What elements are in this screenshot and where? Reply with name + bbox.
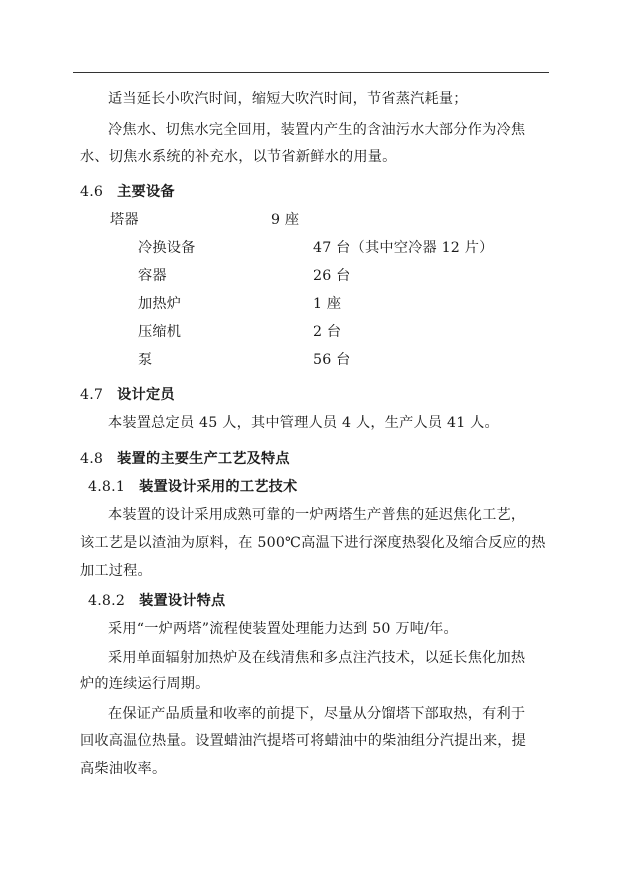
header-rule	[73, 72, 549, 73]
equipment-name-furnace: 加热炉	[138, 296, 182, 312]
intro-line-3: 水、切焦水系统的补充水，以节省新鲜水的用量。	[80, 149, 397, 165]
equipment-name-heat-exchangers: 冷换设备	[138, 240, 196, 256]
section-title: 装置设计特点	[139, 593, 226, 609]
feature-paragraph-1: 采用“一炉两塔”流程使装置处理能力达到 50 万吨/年。	[108, 621, 458, 637]
process-text-line-1: 本装置的设计采用成熟可靠的一炉两塔生产普焦的延迟焦化工艺，	[108, 507, 526, 523]
equipment-name-pumps: 泵	[138, 352, 153, 368]
section-number: 4.8.1	[88, 479, 126, 495]
process-text-line-2: 该工艺是以渣油为原料，在 500℃高温下进行深度热裂化及缩合反应的热	[80, 535, 546, 551]
staffing-text: 本装置总定员 45 人，其中管理人员 4 人，生产人员 41 人。	[108, 415, 499, 431]
section-4-8-heading	[80, 449, 290, 469]
section-title: 装置设计采用的工艺技术	[139, 479, 298, 495]
feature-paragraph-3-line-1: 在保证产品质量和收率的前提下，尽量从分馏塔下部取热，有利于	[108, 706, 526, 722]
section-4-8-2-heading	[88, 591, 225, 611]
equipment-qty-pumps: 56 台	[313, 352, 351, 368]
equipment-name-towers: 塔器	[110, 212, 139, 228]
equipment-name-compressors: 压缩机	[138, 324, 182, 340]
equipment-qty-vessels: 26 台	[313, 268, 351, 284]
section-number: 4.7	[80, 387, 104, 403]
section-4-8-1-heading	[88, 477, 297, 497]
equipment-qty-heat-exchangers: 47 台（其中空冷器 12 片）	[313, 240, 494, 256]
feature-paragraph-2-line-1: 采用单面辐射加热炉及在线清焦和多点注汽技术，以延长焦化加热	[108, 650, 526, 666]
equipment-qty-compressors: 2 台	[313, 324, 342, 340]
feature-paragraph-2-line-2: 炉的连续运行周期。	[80, 676, 210, 692]
section-4-6-heading	[80, 182, 175, 202]
equipment-name-vessels: 容器	[138, 268, 167, 284]
section-number: 4.8	[80, 451, 104, 467]
equipment-qty-furnace: 1 座	[313, 296, 342, 312]
intro-line-1: 适当延长小吹汽时间，缩短大吹汽时间，节省蒸汽耗量；	[108, 91, 468, 107]
feature-paragraph-3-line-3: 高柴油收率。	[80, 761, 167, 777]
section-4-7-heading	[80, 385, 175, 405]
section-title: 主要设备	[117, 184, 175, 200]
feature-paragraph-3-line-2: 回收高温位热量。设置蜡油汽提塔可将蜡油中的柴油组分汽提出来，提	[80, 733, 527, 749]
intro-line-2: 冷焦水、切焦水完全回用，装置内产生的含油污水大部分作为冷焦	[108, 122, 526, 138]
process-text-line-3: 加工过程。	[80, 563, 152, 579]
section-title: 设计定员	[117, 387, 175, 403]
section-number: 4.6	[80, 184, 104, 200]
section-title: 装置的主要生产工艺及特点	[117, 451, 290, 467]
section-number: 4.8.2	[88, 593, 126, 609]
equipment-qty-towers: 9 座	[271, 212, 300, 228]
